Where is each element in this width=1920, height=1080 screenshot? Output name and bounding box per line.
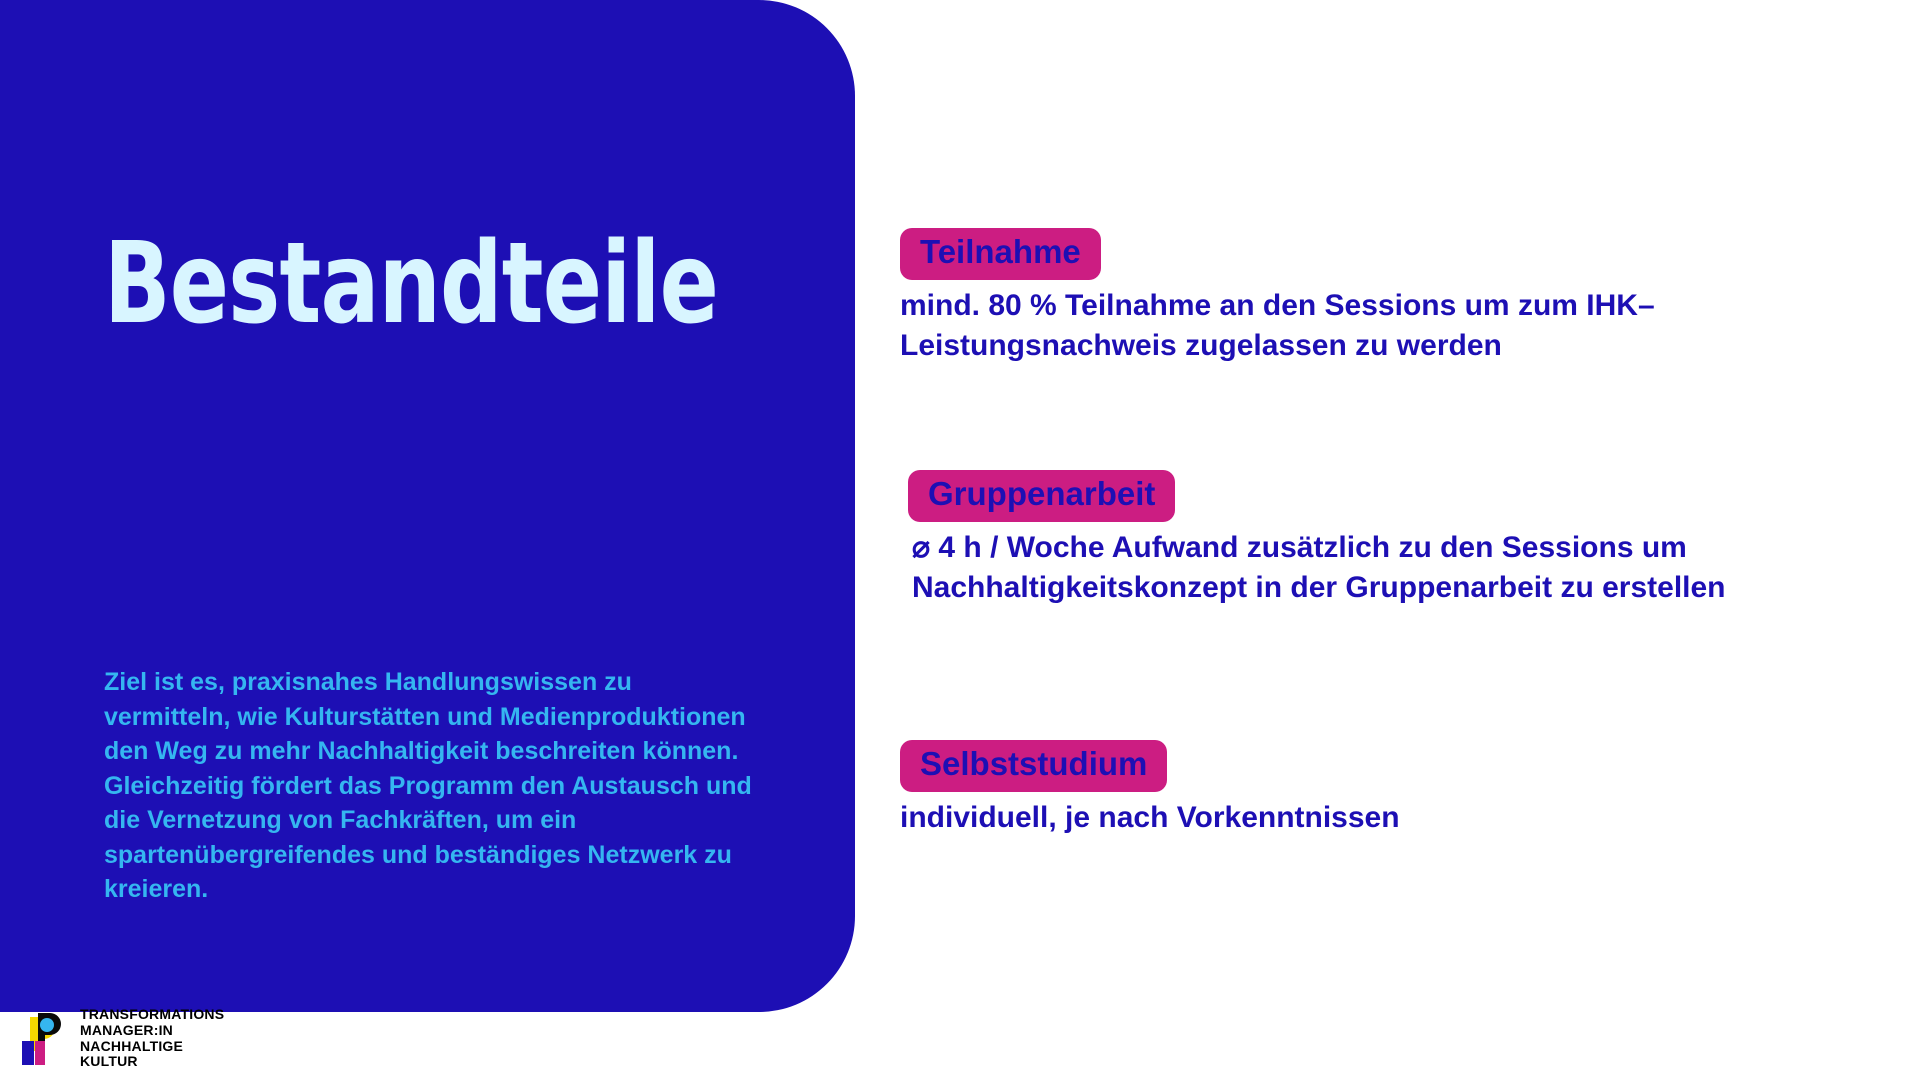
brand-logo-icon [20,1011,72,1067]
status-badge-gruppenarbeit: Gruppenarbeit [908,470,1175,522]
content-block-selbststudium [900,740,1900,838]
brand-line-1: TRANSFORMATIONS [80,1006,225,1023]
content-text-gruppenarbeit: ⌀ 4 h / Woche Aufwand zusätzlich zu den Sessions um Nachhaltigkeitskonzept in der Gruppenarbeit zu erstellen [912,531,1726,605]
content-block-gruppenarbeit [900,470,1900,608]
page-title: Bestandteile [104,219,719,349]
content-text-teilnahme: mind. 80 % Teilnahme an den Sessions um zum IHK–Leistungsnachweis zugelassen zu werden [900,289,1655,363]
content-block-teilnahme [900,228,1900,366]
content-column [900,0,1900,1080]
status-badge-selbststudium: Selbststudium [900,740,1167,792]
brand-line-4: KULTUR [80,1053,138,1070]
footer-logo [20,1007,224,1070]
intro-paragraph: Ziel ist es, praxisnahes Handlungswissen zu vermitteln, wie Kulturstätten und Medienproduktionen den Weg zu mehr Nachhaltigkeit beschreiten können. Gleichzeitig fördert das Programm den Austausch und die Vernetzung von Fachkräften, um ein spartenübergreifendes und beständiges Netzwerk zu kreieren. [104,668,752,903]
content-text-selbststudium: individuell, je nach Vorkenntnissen [900,801,1400,835]
brand-wordmark [80,1007,224,1070]
brand-line-3: NACHHALTIGE [80,1037,184,1054]
status-badge-teilnahme: Teilnahme [900,228,1101,280]
left-blue-panel [0,0,855,1012]
brand-line-2: MANAGER:IN [80,1021,173,1038]
